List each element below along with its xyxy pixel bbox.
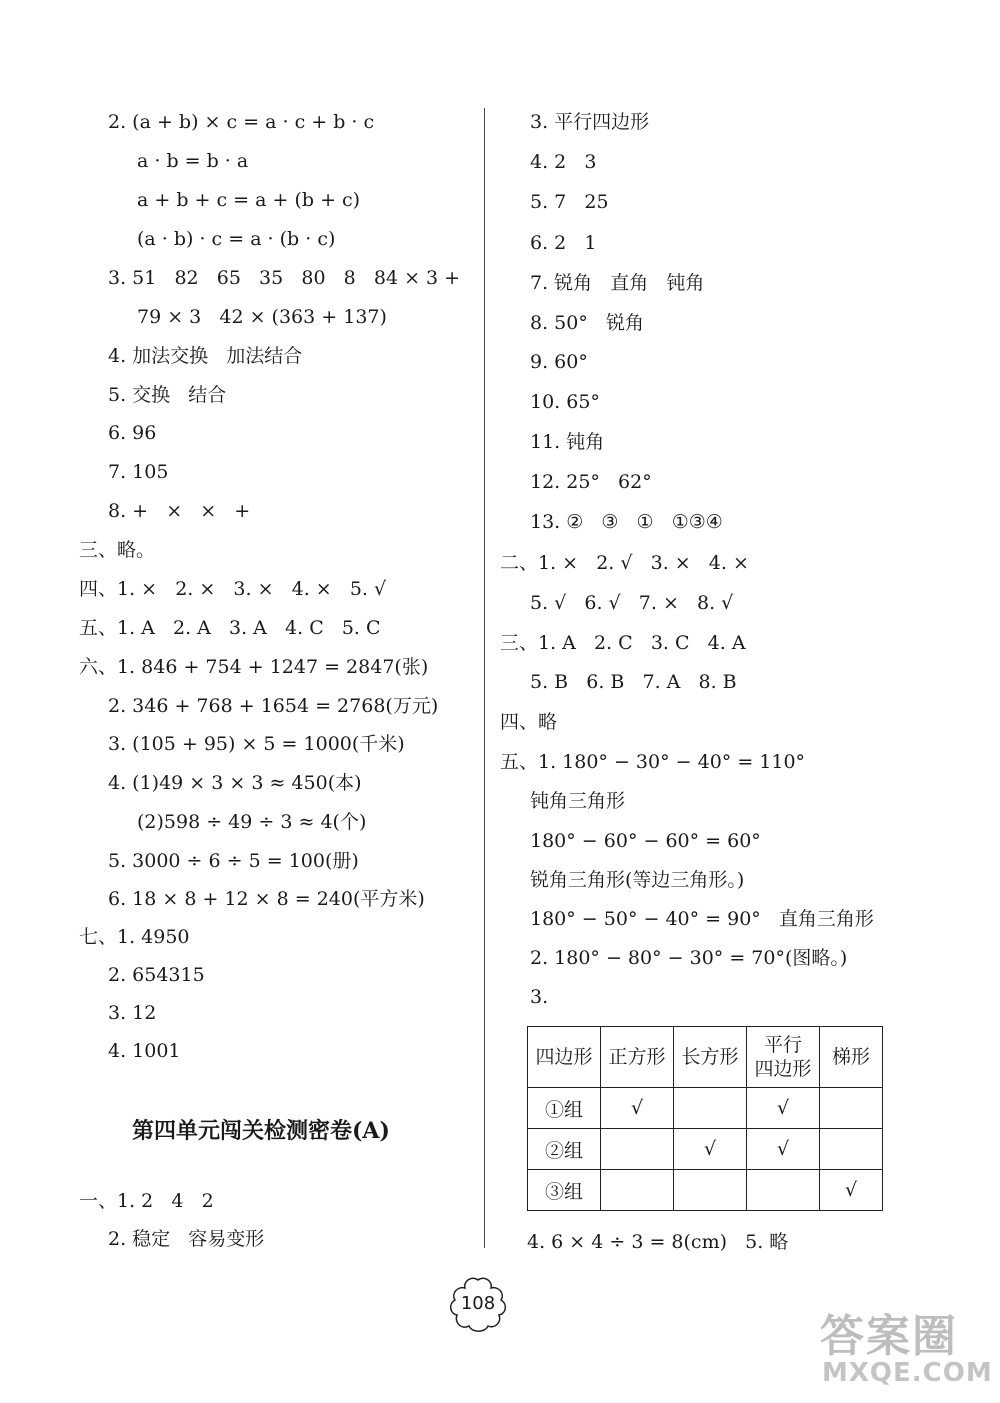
left-bottom-line-1: 一、1. 2 4 2 (79, 1190, 214, 1212)
right-line-16: 四、略 (500, 711, 558, 733)
table-row (528, 1088, 883, 1129)
left-line-13: 四、1. × 2. × 3. × 4. × 5. √ (79, 578, 387, 600)
left-line-9: 6. 96 (108, 422, 157, 444)
table-cell (820, 1088, 883, 1129)
table-cell: ②组 (528, 1129, 601, 1170)
left-line-25: 4. 1001 (108, 1040, 181, 1062)
left-line-5: 3. 51 82 65 35 80 8 84 × 3 + (108, 267, 461, 289)
left-line-24: 3. 12 (108, 1002, 157, 1024)
table-header-cell: 梯形 (820, 1027, 883, 1088)
table-cell (674, 1088, 747, 1129)
table-cell: √ (601, 1088, 674, 1129)
right-line-13: 5. √ 6. √ 7. × 8. √ (530, 592, 734, 614)
right-line-20: 锐角三角形(等边三角形。) (530, 869, 745, 891)
right-line-21: 180° − 50° − 40° = 90° 直角三角形 (530, 908, 874, 930)
right-line-15: 5. B 6. B 7. A 8. B (530, 671, 737, 693)
left-line-15: 六、1. 846 + 754 + 1247 = 2847(张) (79, 656, 429, 678)
watermark-text-top: 答案圈 (820, 1311, 958, 1362)
watermark-logo (820, 1300, 995, 1400)
left-line-12: 三、略。 (79, 539, 156, 561)
left-line-20: 5. 3000 ÷ 6 ÷ 5 = 100(册) (108, 850, 359, 872)
right-line-23: 3. (530, 986, 549, 1008)
right-line-8: 10. 65° (530, 391, 600, 413)
table-cell: ①组 (528, 1088, 601, 1129)
right-line-3: 5. 7 25 (530, 191, 609, 213)
table-cell (820, 1129, 883, 1170)
right-line-10: 12. 25° 62° (530, 471, 652, 493)
right-line-6: 8. 50° 锐角 (530, 312, 644, 334)
left-line-16: 2. 346 + 768 + 1654 = 2768(万元) (108, 695, 439, 717)
left-line-8: 5. 交换 结合 (108, 384, 227, 406)
right-line-19: 180° − 60° − 60° = 60° (530, 830, 761, 852)
table-cell: ③组 (528, 1170, 601, 1211)
table-cell (601, 1129, 674, 1170)
table-header-cell: 长方形 (674, 1027, 747, 1088)
page-number-badge (447, 1276, 509, 1332)
left-line-4: (a · b) · c = a · (b · c) (137, 228, 336, 250)
section-title: 第四单元闯关检测密卷(A) (132, 1118, 390, 1144)
left-line-2: a · b = b · a (137, 150, 249, 172)
right-bottom-line: 4. 6 × 4 ÷ 3 = 8(cm) 5. 略 (527, 1231, 789, 1253)
table-cell (601, 1170, 674, 1211)
table-cell: √ (747, 1129, 820, 1170)
page-number: 108 (460, 1293, 496, 1314)
right-line-5: 7. 锐角 直角 钝角 (530, 272, 705, 294)
left-line-18: 4. (1)49 × 3 × 3 ≈ 450(本) (108, 772, 362, 794)
watermark-text-bottom: MXQE.COM (822, 1358, 993, 1388)
table-cell: √ (674, 1129, 747, 1170)
right-line-9: 11. 钝角 (530, 431, 605, 453)
left-line-3: a + b + c = a + (b + c) (137, 189, 361, 211)
right-line-2: 4. 2 3 (530, 151, 597, 173)
right-line-17: 五、1. 180° − 30° − 40° = 110° (500, 751, 806, 773)
table-row (528, 1129, 883, 1170)
table-row (528, 1170, 883, 1211)
left-line-23: 2. 654315 (108, 964, 205, 986)
table-cell (747, 1170, 820, 1211)
right-line-12: 二、1. × 2. √ 3. × 4. × (500, 552, 749, 574)
right-line-7: 9. 60° (530, 351, 588, 373)
table-header-cell: 四边形 (528, 1027, 601, 1088)
left-line-22: 七、1. 4950 (79, 926, 190, 948)
table-cell (674, 1170, 747, 1211)
right-line-18: 钝角三角形 (530, 790, 626, 812)
right-line-22: 2. 180° − 80° − 30° = 70°(图略。) (530, 947, 848, 969)
right-line-11: 13. ② ③ ① ①③④ (530, 511, 723, 533)
left-line-21: 6. 18 × 8 + 12 × 8 = 240(平方米) (108, 888, 425, 910)
table-cell: √ (820, 1170, 883, 1211)
left-line-14: 五、1. A 2. A 3. A 4. C 5. C (79, 617, 381, 639)
table-header-cell: 平行 四边形 (747, 1027, 820, 1088)
left-line-7: 4. 加法交换 加法结合 (108, 345, 303, 367)
left-line-11: 8. + × × + (108, 500, 251, 522)
left-line-19: (2)598 ÷ 49 ÷ 3 ≈ 4(个) (137, 811, 367, 833)
right-line-4: 6. 2 1 (530, 232, 597, 254)
table-header-cell: 正方形 (601, 1027, 674, 1088)
quadrilateral-table (527, 1026, 883, 1211)
right-line-14: 三、1. A 2. C 3. C 4. A (500, 632, 746, 654)
right-line-1: 3. 平行四边形 (530, 111, 650, 133)
left-bottom-line-2: 2. 稳定 容易变形 (108, 1228, 265, 1250)
left-line-10: 7. 105 (108, 461, 169, 483)
left-line-17: 3. (105 + 95) × 5 = 1000(千米) (108, 733, 405, 755)
left-line-1: 2. (a + b) × c = a · c + b · c (108, 111, 375, 133)
table-cell: √ (747, 1088, 820, 1129)
left-line-6: 79 × 3 42 × (363 + 137) (137, 306, 387, 328)
column-divider (484, 108, 485, 1248)
table-header-row (528, 1027, 883, 1088)
